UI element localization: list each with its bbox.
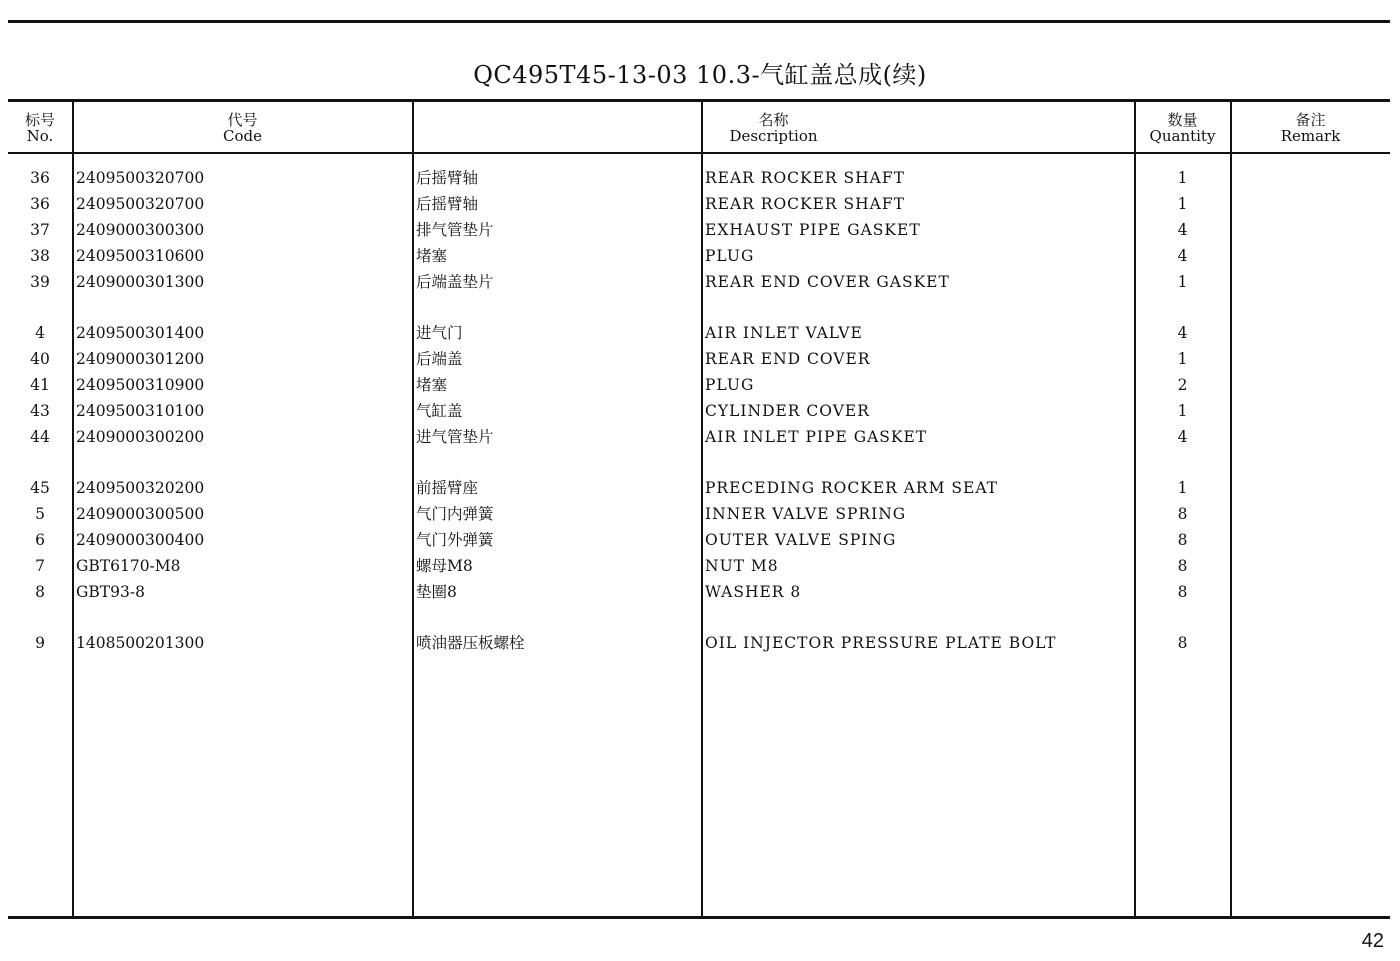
row-description: AIR INLET PIPE GASKET [705,428,928,446]
row-quantity: 4 [1177,221,1188,239]
row-no: 38 [30,247,50,265]
row-code: 2409500320700 [76,169,205,187]
row-description: PLUG [705,376,755,394]
row-code: 2409000301200 [76,350,205,368]
header-remark [1231,112,1390,144]
header-no [8,112,72,144]
row-no: 7 [35,557,45,575]
row-no: 37 [30,221,50,239]
row-name-cn: 后端盖垫片 [416,273,494,291]
header-qty-cn: 数量 [1167,111,1198,129]
table-row [0,374,1400,396]
row-no: 41 [30,376,50,394]
header-description [413,112,1134,144]
table-row [0,167,1400,189]
row-code: 2409500320700 [76,195,205,213]
row-description: NUT M8 [705,557,779,575]
header-quantity [1135,112,1230,144]
row-no: 39 [30,273,50,291]
row-name-cn: 进气门 [416,324,463,342]
row-description: PLUG [705,247,755,265]
header-no-cn: 标号 [24,111,55,129]
table-row [0,271,1400,293]
header-desc-en: Description [729,127,818,145]
row-code: GBT93-8 [76,583,145,601]
header-code [73,112,412,144]
table-row [0,426,1400,448]
header-remark-cn: 备注 [1295,111,1326,129]
row-quantity: 8 [1177,583,1188,601]
header-code-cn: 代号 [227,111,258,129]
table-row [0,529,1400,551]
row-code: GBT6170-M8 [76,557,181,575]
page-title: QC495T45-13-03 10.3-气缸盖总成(续) [473,61,927,89]
row-quantity: 4 [1177,324,1188,342]
row-name-cn: 气门内弹簧 [416,505,494,523]
row-description: CYLINDER COVER [705,402,870,420]
row-description: REAR END COVER [705,350,871,368]
row-no: 40 [30,350,50,368]
row-no: 45 [30,479,50,497]
top-rule [8,20,1390,23]
header-rule [8,152,1390,154]
row-code: 2409000300400 [76,531,205,549]
row-quantity: 1 [1177,169,1188,187]
row-quantity: 8 [1177,531,1188,549]
header-code-en: Code [223,127,262,145]
table-row [0,503,1400,525]
header-desc-cn: 名称 [758,111,789,129]
row-code: 1408500201300 [76,634,205,652]
row-description: AIR INLET VALVE [705,324,863,342]
row-name-cn: 喷油器压板螺栓 [416,634,525,652]
row-quantity: 2 [1177,376,1188,394]
row-no: 44 [30,428,50,446]
row-description: REAR ROCKER SHAFT [705,195,905,213]
row-quantity: 1 [1177,402,1188,420]
row-no: 9 [35,634,45,652]
row-code: 2409000301300 [76,273,205,291]
table-row [0,632,1400,654]
header-qty-en: Quantity [1149,127,1216,145]
row-description: PRECEDING ROCKER ARM SEAT [705,479,999,497]
row-quantity: 8 [1177,557,1188,575]
row-quantity: 1 [1177,195,1188,213]
row-no: 43 [30,402,50,420]
row-name-cn: 后摇臂轴 [416,169,479,187]
row-quantity: 8 [1177,505,1188,523]
row-description: INNER VALVE SPRING [705,505,907,523]
table-row [0,477,1400,499]
row-quantity: 1 [1177,350,1188,368]
table-row [0,400,1400,422]
row-quantity: 4 [1177,247,1188,265]
row-code: 2409500320200 [76,479,205,497]
row-code: 2409500310600 [76,247,205,265]
row-name-cn: 螺母M8 [416,557,473,575]
row-name-cn: 堵塞 [416,376,448,394]
row-name-cn: 排气管垫片 [416,221,494,239]
table-row [0,245,1400,267]
row-quantity: 4 [1177,428,1188,446]
row-code: 2409500301400 [76,324,205,342]
row-name-cn: 后摇臂轴 [416,195,479,213]
row-code: 2409500310100 [76,402,205,420]
row-no: 6 [35,531,45,549]
row-code: 2409000300300 [76,221,205,239]
header-no-en: No. [26,127,54,145]
row-no: 8 [35,583,45,601]
row-name-cn: 前摇臂座 [416,479,479,497]
row-name-cn: 堵塞 [416,247,448,265]
row-name-cn: 进气管垫片 [416,428,494,446]
row-description: WASHER 8 [705,583,802,601]
row-description: OIL INJECTOR PRESSURE PLATE BOLT [705,634,1057,652]
row-description: REAR ROCKER SHAFT [705,169,905,187]
page-number: 42 [1361,930,1384,952]
row-name-cn: 气缸盖 [416,402,463,420]
table-row [0,322,1400,344]
row-code: 2409000300500 [76,505,205,523]
row-no: 4 [35,324,45,342]
table-row [0,581,1400,603]
row-quantity: 1 [1177,273,1188,291]
row-name-cn: 气门外弹簧 [416,531,494,549]
row-description: EXHAUST PIPE GASKET [705,221,921,239]
table-row [0,193,1400,215]
row-code: 2409000300200 [76,428,205,446]
row-quantity: 8 [1177,634,1188,652]
row-name-cn: 垫圈8 [416,583,457,601]
header-remark-en: Remark [1280,127,1341,145]
row-description: OUTER VALVE SPING [705,531,897,549]
row-no: 36 [30,169,50,187]
table-row [0,219,1400,241]
row-name-cn: 后端盖 [416,350,463,368]
row-code: 2409500310900 [76,376,205,394]
row-description: REAR END COVER GASKET [705,273,950,291]
row-no: 36 [30,195,50,213]
row-quantity: 1 [1177,479,1188,497]
row-no: 5 [35,505,45,523]
table-row [0,348,1400,370]
table-row [0,555,1400,577]
